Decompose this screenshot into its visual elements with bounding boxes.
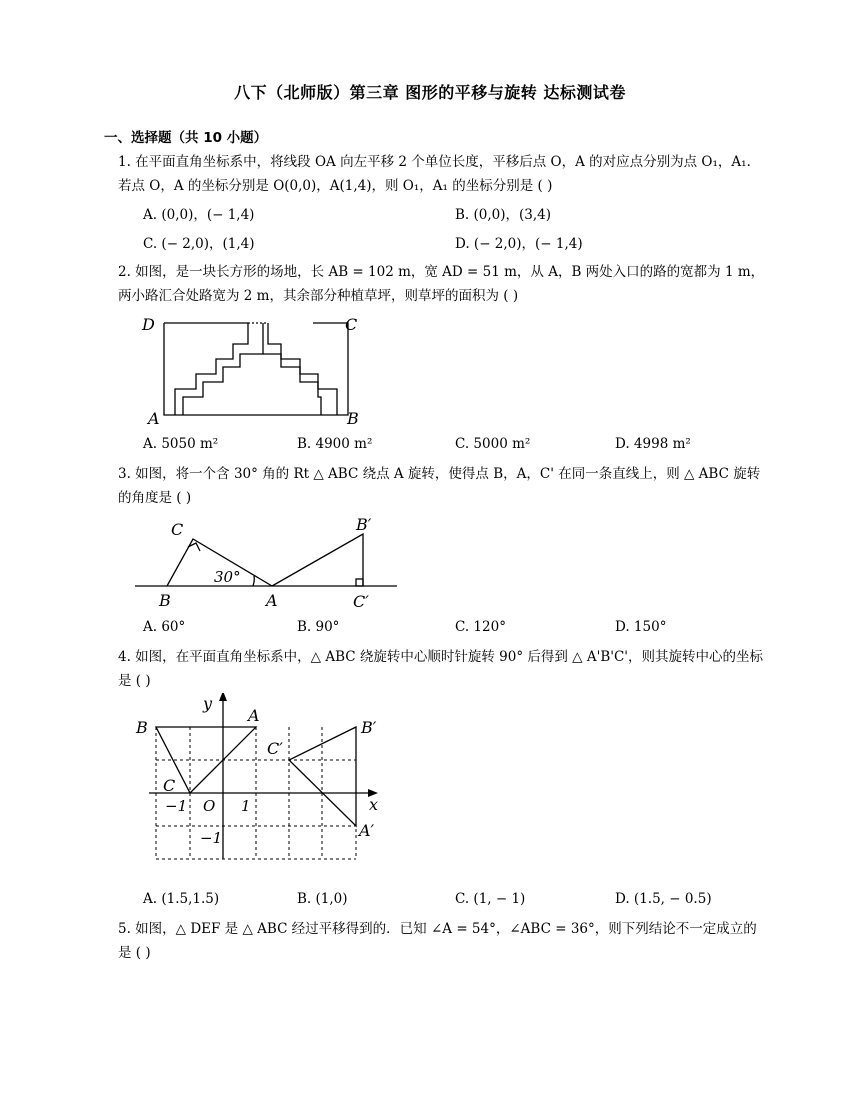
- label-a: A: [248, 706, 260, 725]
- question-3-stem: 3. 如图，将一个含 30° 角的 Rt △ ABC 绕点 A 旋转，使得点 B，A，C' 在同一条直线上，则 △ ABC 旋转的角度是 ( ): [118, 466, 761, 506]
- question-2-stem: 2. 如图，是一块长方形的场地，长 AB = 102 m，宽 AD = 51 m，从 A，B 两处入口的路的宽都为 1 m，两小路汇合处路宽为 2 m，其余部分种植草坪，则草坪的面积为 ( ): [118, 264, 765, 304]
- page-title: 八下（北师版）第三章 图形的平移与旋转 达标测试卷: [234, 83, 626, 102]
- option-d[interactable]: D. 150°: [615, 619, 667, 635]
- section-heading: 一、选择题（共 10 小题）: [104, 130, 268, 146]
- question-1-stem: 1. 在平面直角坐标系中，将线段 OA 向左平移 2 个单位长度，平移后点 O，A 的对应点分别为点 O₁，A₁．若点 O，A 的坐标分别是 O(0,0)，A(1,4)，则 O₁，A₁ 的坐标分别是 ( ): [118, 154, 761, 194]
- label-c-prime: C′: [267, 739, 283, 758]
- option-a[interactable]: A. 5050 m²: [143, 436, 219, 452]
- label-a: A: [148, 409, 160, 426]
- label-c: C: [345, 315, 358, 334]
- label-b: B: [159, 591, 171, 610]
- question-4-stem: 4. 如图，在平面直角坐标系中，△ ABC 绕旋转中心顺时针旋转 90° 后得到 △ A'B'C'，则其旋转中心的坐标是 ( ): [118, 649, 763, 689]
- option-b[interactable]: B. (1,0): [297, 891, 348, 907]
- label-b: B: [347, 409, 359, 426]
- label-d: D: [142, 315, 155, 334]
- label-x: x: [369, 795, 379, 814]
- tick-neg1-x: −1: [165, 797, 188, 815]
- label-b-prime: B′: [356, 515, 372, 534]
- label-y: y: [203, 694, 213, 713]
- coordinate-figure: [133, 693, 393, 861]
- rotation-figure: [135, 512, 400, 612]
- option-d[interactable]: D. (1.5, − 0.5): [615, 891, 712, 907]
- label-a-prime: A′: [359, 821, 375, 840]
- option-c[interactable]: C. (1, − 1): [455, 891, 526, 907]
- label-b: B: [136, 718, 148, 737]
- option-d[interactable]: D. (− 2,0)，(− 1,4): [455, 236, 583, 252]
- option-c[interactable]: C. 5000 m²: [455, 436, 531, 452]
- option-a[interactable]: A. (1.5,1.5): [143, 891, 220, 907]
- label-c: C: [163, 776, 176, 795]
- option-b[interactable]: B. 90°: [297, 619, 340, 635]
- field-figure: [138, 314, 368, 426]
- label-c-prime: C′: [353, 592, 369, 611]
- option-a[interactable]: A. 60°: [143, 619, 186, 635]
- option-d[interactable]: D. 4998 m²: [615, 436, 691, 452]
- y-arrow: [219, 693, 227, 701]
- label-angle: 30°: [214, 568, 241, 586]
- label-c: C: [171, 520, 184, 539]
- tick-1-x: 1: [241, 797, 251, 815]
- option-b[interactable]: B. 4900 m²: [297, 436, 373, 452]
- option-c[interactable]: C. 120°: [455, 619, 506, 635]
- option-b[interactable]: B. (0,0)，(3,4): [455, 207, 552, 223]
- option-c[interactable]: C. (− 2,0)，(1,4): [143, 236, 255, 252]
- tick-neg1-y: −1: [200, 829, 223, 847]
- label-a: A: [266, 591, 278, 610]
- label-b-prime: B′: [361, 718, 377, 737]
- option-a[interactable]: A. (0,0)，(− 1,4): [143, 207, 255, 223]
- label-o: O: [203, 797, 216, 815]
- question-5-stem: 5. 如图，△ DEF 是 △ ABC 经过平移得到的．已知 ∠A = 54°，∠ABC = 36°，则下列结论不一定成立的是 ( ): [118, 921, 757, 961]
